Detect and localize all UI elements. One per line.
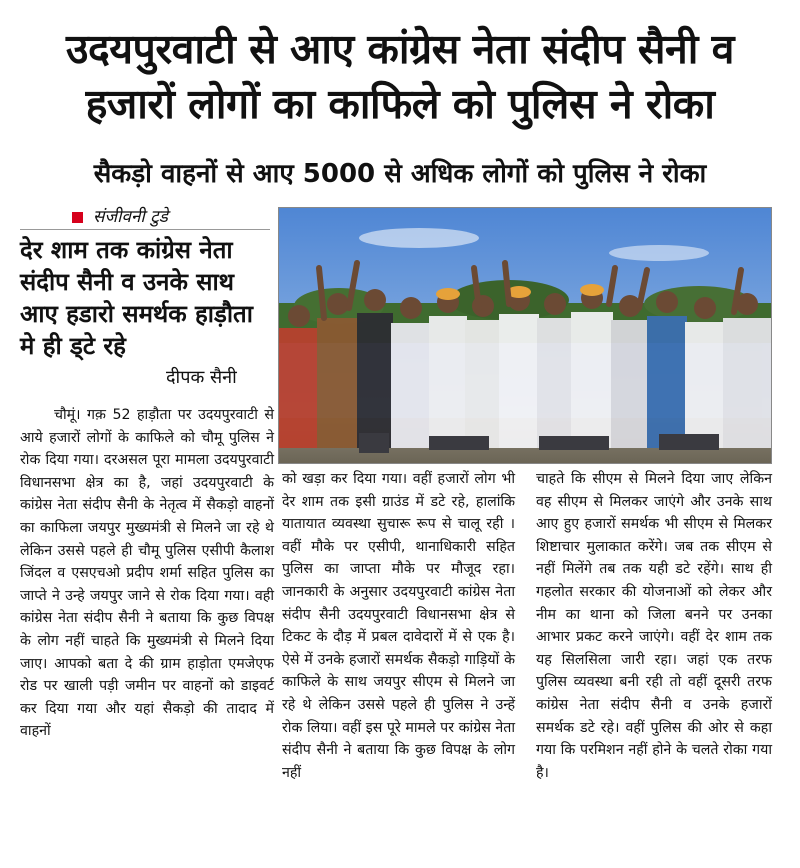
kicker-headline: देर शाम तक कांग्रेस नेता संदीप सैनी व उनके साथ आए हडारो समर्थक हाड़ौता मे ही ड्टे रहे bbox=[20, 236, 253, 360]
article-column-3: चाहते कि सीएम से मिलने दिया जाए लेकिन वह सीएम से मिलकर जाएंगे और उनके साथ आए हुए हजारों समर्थक भी सीएम से मिलकर शिष्टाचार मुलाकात करेंगे। जब तक सीएम से नहीं मिलेंगे तब तक यही डटे रहेंगे। साथ ही गहलोत सरकार की योजनाओं को लेकर और नीम का थाना को जिला बनने पर उनका आभार प्रकट करने जाएंगे। वहीं देर शाम तक यह सिलसिला जारी रहा। जहां एक तरफ पुलिस व्यवस्था बनी रही तो वहीं दूसरी तरफ कांग्रेस नेता संदीप सैनी व उनके हजारों समर्थक डटे रहे। वहीं पुलिस की ओर से कहा गया कि परमिशन नहीं होने के चलते रोका गया है। bbox=[536, 471, 772, 781]
headline-line-1: उदयपुरवाटी से आए कांग्रेस नेता संदीप सैनी व bbox=[66, 25, 734, 73]
credit-line bbox=[72, 206, 168, 228]
article-column-2: को खड़ा कर दिया गया। वहीं हजारों लोग भी देर शाम तक इसी ग्राउंड में डटे रहे, हालांकि यातायात व्यवस्था सुचारू रूप से चालू रही । वहीं मौके पर एसीपी, थानाधिकारी सहित पुलिस का जाप्ता मौके पर मौजूद रहा। जानकारी के अनुसार उदयपुरवाटी कांग्रेस नेता संदीप सैनी उदयपुरवाटी विधानसभा क्षेत्र से टिकट के दौड़ में प्रबल दावेदारों में से एक है। ऐसे में उनके हजारों समर्थक सैकड़ो गाड़ियों के काफिले के साथ जयपुर सीएम से मिलने जा रहे थे लेकिन उससे पहले ही पुलिस ने उन्हें रोक लिया। वहीं इस पूरे मामले पर कांग्रेस नेता संदीप सैनी ने बताया कि कुछ विपक्ष के लोग नहीं bbox=[282, 471, 515, 781]
article-column-1: चौमूं। गक़ 52 हाड़ौता पर उदयपुरवाटी से आये हजारों लोगों के काफिले को चौमू पुलिस ने रोक दिया गया। दरअसल पूरा मामला उदयपुरवाटी विधानसभा क्षेत्र का है, जहां उदयपुरवाटी के कांग्रेस नेता संदीप सैनी के नेतृत्व में सैकड़ो वाहनों का काफिला जयपुर मुख्यमंत्री से मिलने जा रहे थे लेकिन उससे पहले ही चौमू पुलिस एसीपी कैलाश जिंदल व एसएचओ प्रदीप शर्मा सहित पुलिस का जाप्ते ने उन्हे जयपुर जाने से रोक दिया गया। वही कांग्रेस नेता संदीप सैनी ने बताया कि कुछ विपक्ष के लोग नहीं चाहते कि मुख्यमंत्री से मिलने दिया जाए। आपको बता दे की ग्राम हाड़ोता एमजेएफ रोड पर खाली पड़ी जमीन पर वाहनों को डाइवर्ट कर दिया गया और यहां सैकड़ो की तादाद में वाहनों bbox=[20, 407, 274, 740]
red-square-icon bbox=[72, 212, 83, 223]
headline bbox=[0, 22, 800, 132]
crowd-photo-illustration bbox=[279, 208, 771, 463]
credit-divider bbox=[20, 229, 270, 230]
credit-text: संजीवनी टुडे bbox=[93, 207, 168, 227]
byline: दीपक सैनी bbox=[166, 367, 237, 388]
subheadline: सैकड़ो वाहनों से आए 5000 से अधिक लोगों को पुलिस ने रोका bbox=[93, 159, 707, 189]
headline-line-2: हजारों लोगों का काफिले को पुलिस ने रोका bbox=[85, 80, 715, 128]
crowd-photo bbox=[278, 207, 772, 464]
